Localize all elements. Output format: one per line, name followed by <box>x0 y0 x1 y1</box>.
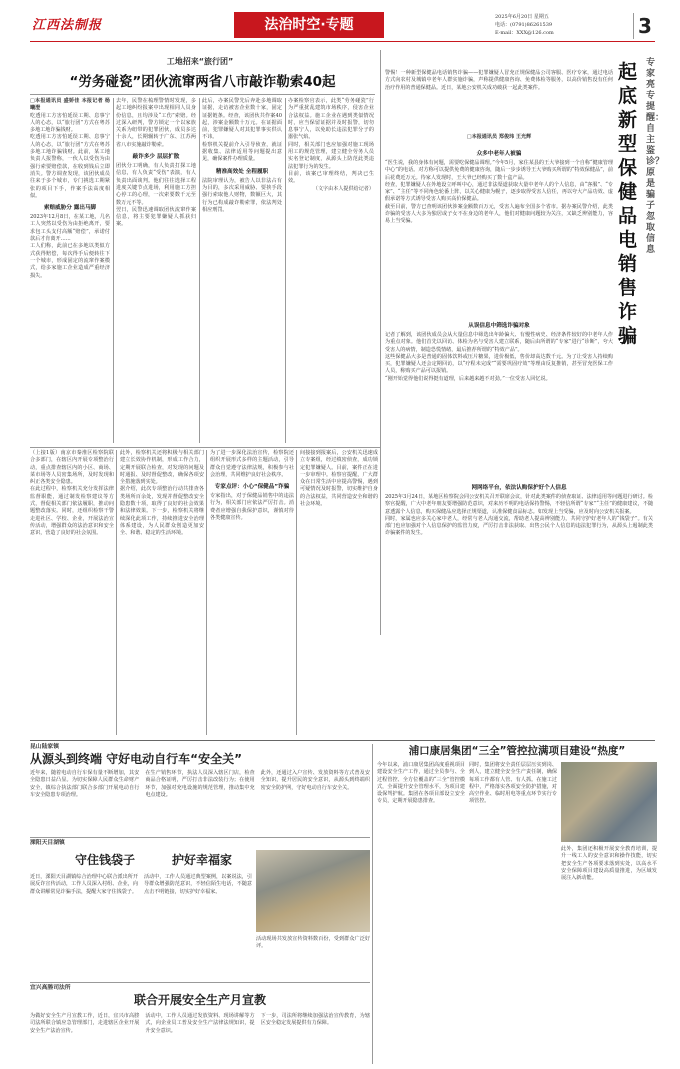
article1-para: 吃透用工方害怕延误工期、息事宁人的心态，以“旅行团”方式在粤苏多地工地诈骗钱财。此前，某工地负责人报警称，一伙人以受伤为由强行索要赔偿款，在收到钱后立即消失。警方调查发现，该团伙成员往来于多个城市，专门挑选工期紧张的项目下手，作案手法高度相似。 <box>30 134 110 199</box>
article1-para: 团伙分工明确，有人负责打探工地信息，有人负责“受伤”表演，有人负责出面谈判。他们往往选择工程进度关键节点进场，利用施工方担心停工的心理，一次索要数千元至数万元不等。 <box>116 163 196 206</box>
article4-para: 此外，还通过入户宣传、发放资料等方式普及安全知识，提升居民的安全意识，从源头到终端织密安全防护网，守好电动自行车安全关。 <box>260 770 370 791</box>
divider <box>113 98 114 443</box>
article1-para: 检察机关提前介入引导侦查，就证据收集、法律适用等问题提出意见，确保案件办理质量。 <box>202 141 282 163</box>
article1-para: 工人们称，此前已在多地以类似方式获得赔偿，每次得手后便转往下一个城市，形成固定的流窜作案模式，给多家施工企业造成严重经济损失。 <box>30 243 110 279</box>
article2-para: 此外，检察机关还将积极与相关部门建立长效协作机制，形成工作合力，定期开展联合检查，对发现的问题及时通报、及时督促整改，确保各项安全措施落到实处。 <box>120 450 204 486</box>
article1-para: 法院审理认为，被告人以非法占有为目的，多次采用威胁、要挟手段强行索取他人财物，数额巨大，其行为已构成敲诈勒索罪，依法判处相应刑罚。 <box>202 177 282 213</box>
article1-column-4 <box>288 98 374 443</box>
masthead-hotline: 电话：(0791)86261539 <box>495 22 553 28</box>
article1-para: 目前，该案已审理终结，判决已生效。 <box>288 170 374 185</box>
article2-para: 为了进一步深化法治宣传，检察院还组织开展形式多样的主题活动，引导群众自觉遵守法律法规，积极参与社会治理，共同维护良好社会秩序。 <box>210 450 294 478</box>
article1-subhead: 索赔威胁分 露出马脚 <box>43 205 97 212</box>
article4-label: 昆山陆家镇 <box>30 744 59 750</box>
article6-title-left: 守住钱袋子 <box>74 853 135 867</box>
article3-lead <box>385 70 613 132</box>
article2-column-4 <box>300 450 378 735</box>
divider <box>30 982 370 983</box>
paper-logo: 江西法制报 <box>32 18 103 33</box>
article7-para: 活动中，工作人员通过发放资料、现场讲解等方式，向企业员工普及安全生产法律法规知识，提升安全意识。 <box>145 1013 255 1034</box>
article1-para: 吃透用工方害怕延误工期、息事宁人的心态，以“旅行团”方式在粤苏多地工地诈骗钱财。 <box>30 112 110 134</box>
article3-column-1 <box>385 146 613 311</box>
article7-label: 宜兴高塍司法所 <box>30 985 71 991</box>
article5-para: 同时，集团将安全责任层层压实到岗、到人，建立健全安全生产责任制，确保每项工作都有人管、有人抓。在施工过程中，严格落实各项安全防护措施，对高空作业、临时用电等重点环节实行专项管控。 <box>469 762 557 805</box>
masthead-date: 2025年6月20日 星期五 <box>495 14 549 20</box>
masthead-rule <box>30 41 655 42</box>
article6-body <box>30 874 252 976</box>
divider <box>296 450 297 735</box>
divider <box>372 744 373 1064</box>
page-number: 3 <box>633 13 655 39</box>
article3-para: “刚开始觉得他们说得挺有道理，后来越来越不对劲。”一位受害人回忆说。 <box>385 375 551 382</box>
article3-column-3 <box>385 480 653 630</box>
section-title: 法治时空·专题 <box>264 17 354 33</box>
divider <box>285 98 286 443</box>
article1-subhead: 敲诈多少 层层扩散 <box>132 154 180 161</box>
article1-para: 2023年12月8日，在某工地，几名工人突然以受伤为由拒绝离开，要求包工头支付高额“赔偿”，承诺付款后才肯离开…… <box>30 214 110 243</box>
article4-title: 从源头到终端 守好电动自行车“安全关” <box>30 752 242 767</box>
article7-para: 为做好安全生产月宣教工作，近日，宜兴市高塍司法所联合镇应急管理部门，走进辖区企业开展安全生产法治宣传。 <box>30 1013 140 1034</box>
article3-para: 同时，家属也应多关心家中老人，经常与老人沟通交流，帮助老人提高辨别能力，共同守护好老年人的“钱袋子”。有关部门也应加强对个人信息保护的监管力度，严厉打击非法获取、出售公民个人信息的违法犯罪行为，从源头上遏制此类诈骗案件的发生。 <box>385 515 653 537</box>
article5-body-1 <box>377 762 465 1062</box>
article6-title-right: 护好幸福家 <box>171 853 232 867</box>
article3-side-kicker: 专家亮专提醒：自主鉴诊？原是骗子忽取信息 <box>646 58 665 255</box>
article3-byline-text: □本报通讯员 郑俊玮 王光辉 <box>466 134 532 140</box>
article3-byline <box>385 134 613 144</box>
article3-subhead: 众多中老年人被骗 <box>476 151 522 157</box>
article7-title: 联合开展安全生产月宣教 <box>133 993 266 1008</box>
article3-para: 2025年3月24日，某地区检察院会同公安机关召开联席会议，针对此类案件的侦查取证、法律适用等问题进行研讨。检察官提醒，广大中老年朋友要增强防范意识，对来历不明的电话保持警惕，不轻信所谓“专家”“主任”的健康建议，不随意透露个人信息，购买保健品应选择正规渠道，认准保健食品标志。如发现上当受骗，应及时向公安机关报案。 <box>385 494 653 515</box>
article1-subhead: 精准高效处 全程履职 <box>215 168 269 175</box>
article1-para: 此后，办案民警先后奔赴多地调取证据，走访被害企业数十家，固定证据链条。经查，该团伙共作案40起，涉案金额数十万元。在证据面前，犯罪嫌疑人对其犯罪事实供认不讳。 <box>202 98 282 141</box>
article6-photo <box>256 850 370 932</box>
article6 <box>30 840 370 980</box>
article2-para: 专家指出，对于保健品销售中的违法行为，相关部门应依法严厉打击。消费者应增强自我保护意识，谨慎对待各类健康宣传。 <box>210 493 294 522</box>
article3-para: 记者了解到，该团伙成员会从大量信息中筛选出年龄偏大、有慢性病史、经济条件较好的中老年人作为重点对象。他们首先以回访、体检为名与受害人建立联系，随后由所谓的“专家”进行“诊断”，夸大受害人的病情，制造恐慌情绪，最后推荐所谓的“特效产品”。 <box>385 332 613 353</box>
article4 <box>30 744 370 836</box>
article1-para: 同时，相关部门也应加强对施工现场用工的规范管理，建立健全劳务人员实名登记制度，从源头上防范此类违法犯罪行为的发生。 <box>288 141 374 170</box>
article7 <box>30 985 370 1067</box>
bottom-rule <box>30 740 655 741</box>
article5-photo <box>561 762 657 842</box>
article1-rule <box>30 94 375 95</box>
article1-column-2 <box>116 98 196 443</box>
article7-para: 下一步，司法所将继续加强法治宣传教育，为辖区安全稳定发展提供有力保障。 <box>260 1013 370 1027</box>
article5 <box>377 744 657 1064</box>
article1-title: “労务碰瓷”团伙流窜两省八市敲诈勒索40起 <box>69 74 336 90</box>
article7-body <box>30 1013 370 1065</box>
article2-para: 据介绍，此次专项整治行动共排查各类场所百余处，发现并督促整改安全隐患数十项，取得了良好的社会效果和法律效果。下一步，检察机关将继续深化此项工作，持续推进安全治理体系建设，为人民群众创造更加安全、和谐、稳定的生活环境。 <box>120 486 204 537</box>
article3-para: 警惕！一种新型保健品电话销售诈骗——犯罪嫌疑人冒充正规保健品公司客服、医疗专家，通过电话方式向农村及城镇中老年人群实施诈骗，声称提供健康咨询、免费体检等服务，以高价销售没有任何治疗作用的普通保健品。近日，某地公安机关成功破获一起此类案件。 <box>385 70 613 91</box>
article3-subhead: 网网络平台，依法认购保护好个人信息 <box>471 485 567 491</box>
article3-title: 起底新型保健品电销售诈骗 <box>618 61 638 347</box>
divider <box>206 450 207 735</box>
article4-para: 在生产销售环节，执法人员深入辖区门店，检查商品合格证明，严厉打击非法改装行为；在使用环节，加强对充电设施的规范管理，推动集中充电点建设。 <box>145 770 255 798</box>
article1-para: 去年，民警在梳理警情时发现，多起工地纠纷报案中出现相同人员身份信息，且均涉及“工伤”索赔。经过深入研判，警方锁定一个以家族关系为纽带的犯罪团伙，成员多达十余人，长期辗转于广东、江苏两省八市实施敲诈勒索。 <box>116 98 196 148</box>
article1-byline: □本报通讯员 盛娇佳 本报记者 杨曦澄 <box>30 98 110 112</box>
article3-para: 这些保健品大多是普通的固体饮料或压片糖果，进价极低，售价却高达数千元。为了让受害人持续购买，犯罪嫌疑人还会定期回访，以“疗程未完成”“需要巩固疗效”等理由反复推销，甚至冒充医保工作人员，称购买产品可以报销。 <box>385 353 613 375</box>
article1-column-3 <box>202 98 282 443</box>
article2-para: 间接接到报案后，公安机关迅速成立专案组，经过缜密侦查，成功锁定犯罪嫌疑人。目前，案件正在进一步审理中。检察官提醒，广大群众在日常生活中应提高警惕，遇到可疑情况及时报警，切实维护自身的合法权益，共同营造安全和谐的社会环境。 <box>300 450 378 508</box>
article6-label: 溧阳天目湖镇 <box>30 840 65 846</box>
article1-caption: （文字由本人提供给记者） <box>312 185 374 192</box>
article6-para: 活动现场共发放宣传资料数百份，受到群众广泛好评。 <box>256 936 370 950</box>
article6-para: 活动中，工作人员通过典型案例，以案说法，引导群众增强防范意识，不轻信陌生电话，不随意点击不明链接，切实护好幸福家。 <box>144 874 252 895</box>
article1-kicker: 工地招来“旅行团” <box>166 57 234 66</box>
article6-body-2 <box>256 936 370 978</box>
article6-para: 近日，溧阳天目湖镇综合治理中心联合派出所开展反诈宣传活动，工作人员深入村组、企业，向群众讲解常见诈骗手法，提醒大家守住钱袋子。 <box>30 874 138 895</box>
article1-para: 翌日，民警迅速调取团伙流窜作案信息，将主要犯罪嫌疑人抓获归案。 <box>116 206 196 228</box>
masthead-email: E-mail：XXX@126.com <box>495 30 554 36</box>
article3-subhead: 从误信息中筛选诈骗对象 <box>468 323 530 329</box>
masthead <box>0 0 680 42</box>
article5-para: 今年以来，浦口康居集团高度重视项目建设安全生产工作，通过全员参与、全过程管控、全方位覆盖的“三全”管控模式，全面提升安全管理水平，为项目建设保驾护航。集团在各项目部设立安全专员，定期开展隐患排查。 <box>377 762 465 805</box>
article5-para: 此外，集团还积极开展安全教育培训，提升一线工人的安全意识和操作技能，切实把安全生产各项要求落到实处，以高水平安全保障项目建设高质量推进，为区域发展注入新动能。 <box>561 846 657 882</box>
article2-column-2 <box>120 450 204 735</box>
divider <box>199 98 200 443</box>
article5-title: 浦口康居集团“三全”管控拉满项目建设“热度” <box>408 745 626 757</box>
article4-para: 近年来，随着电动自行车保有量不断增加，其安全隐患日益凸显。为切实保障人民群众生命财产安全，镇综合执法部门联合多部门开展电动自行车安全隐患专项治理。 <box>30 770 140 798</box>
article3-para: “医生说，我的身体有问题，需要吃保健品调理。”今年5月，家住某县的王大爷接到一个自称“健康管理中心”的电话。对方称可以提供免费的健康咨询，随后一步步诱导王大爷购买所谓的“特效保健品”，前后花费近万元。待家人发现时，王大爷已经购买了数十盒产品。 <box>385 160 613 181</box>
divider <box>30 837 370 838</box>
article3-column-2 <box>385 318 613 476</box>
divider <box>380 50 381 635</box>
article3-para: 截至目前，警方已查明该团伙涉案金额数百万元，受害人遍布全国多个省市。据办案民警介绍，此类诈骗的受害人大多为独居或子女不在身边的老年人，他们对健康问题较为关注，又缺乏辨别能力，容易上当受骗。 <box>385 203 613 225</box>
article5-body-3 <box>561 846 657 1062</box>
article1-para: 办案检察官表示，此类“劳务碰瓷”行为严重扰乱建筑市场秩序，侵害企业合法权益。施工企业在遇到类似情况时，应当保留证据并及时报警，切勿息事宁人，以免助长违法犯罪分子的嚣张气焰。 <box>288 98 374 141</box>
article2-column-3 <box>210 450 294 735</box>
divider <box>116 450 117 735</box>
article4-body <box>30 770 370 834</box>
article2-para: （上接1版）南京市秦淮区检察院联合多部门，在辖区内开展专项整治行动，重点排查辖区内的小区、商场、菜市场等人员密集场所，及时发现和纠正各类安全隐患。 <box>30 450 114 486</box>
article3-para: 经查，犯罪嫌疑人在外地设立呼叫中心，通过非法渠道获取大量中老年人的个人信息，由“客服”、“专家”、“主任”等不同角色轮番上阵，以关心健康为幌子，逐步取得受害人信任，再以夸大产品功效、虚假承诺等方式诱导受害人购买高价保健品。 <box>385 181 613 203</box>
article1-column-1 <box>30 98 110 443</box>
article2-block <box>30 450 378 735</box>
article2-subhead: 专家点评：小心“保健品”诈骗 <box>214 484 290 491</box>
article2-column-1 <box>30 450 114 735</box>
article2-para: 在此过程中，检察机关充分发挥法律监督职能，通过制发检察建议等方式，督促相关部门依法履职，推动问题整改落实。同时，还组织检察干警走进社区、学校、企业，开展法治宣传活动，增强群众的法治意识和安全意识，营造了良好的社会氛围。 <box>30 486 114 537</box>
divider <box>30 447 380 448</box>
article5-body-2 <box>469 762 557 1062</box>
